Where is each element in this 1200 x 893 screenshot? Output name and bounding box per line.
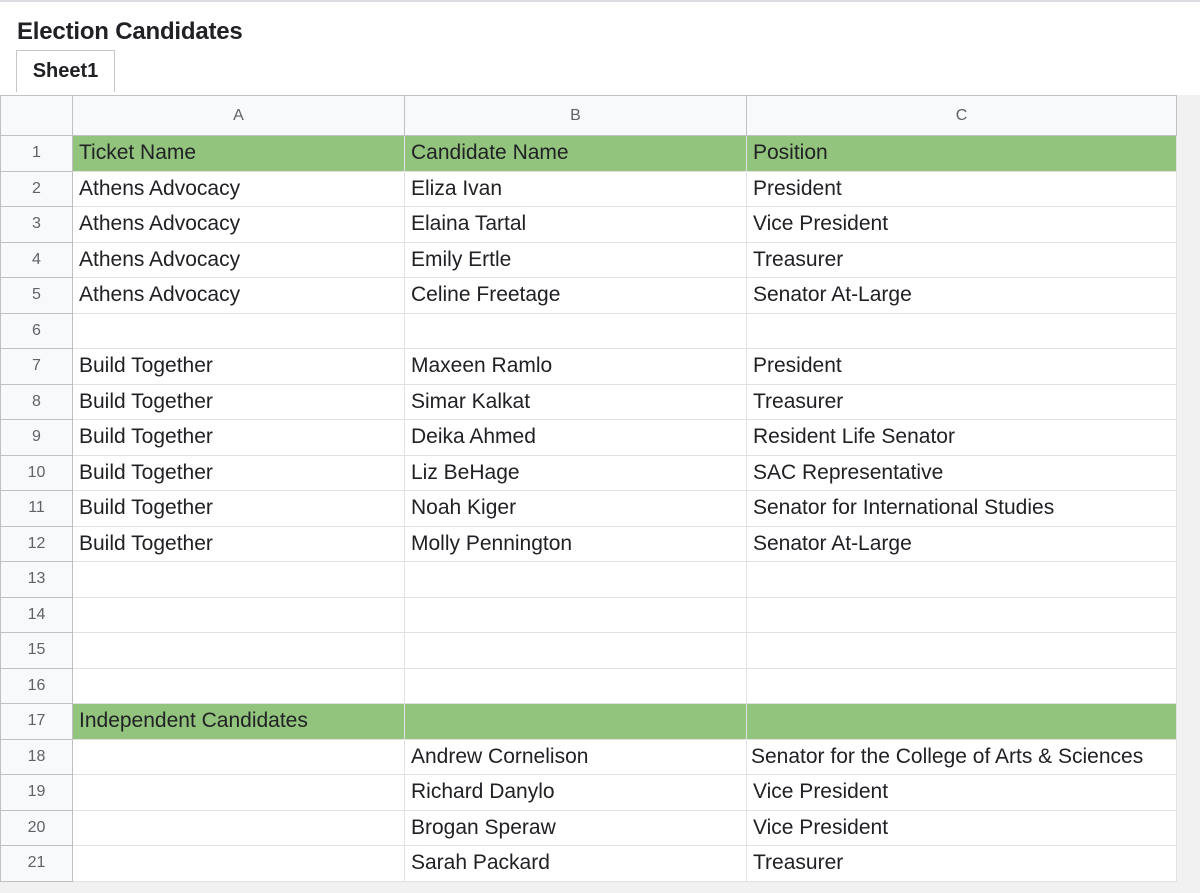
row-header[interactable]: 20 (1, 810, 73, 846)
row-header[interactable]: 15 (1, 633, 73, 669)
cell-b[interactable]: Maxeen Ramlo (405, 349, 747, 385)
cell-a[interactable]: Athens Advocacy (73, 278, 405, 314)
document-title: Election Candidates (17, 18, 243, 45)
cell-b[interactable]: Simar Kalkat (405, 384, 747, 420)
table-row (1, 455, 1177, 491)
cell-a[interactable] (73, 597, 405, 633)
cell-b[interactable]: Brogan Speraw (405, 810, 747, 846)
cell-c[interactable]: Senator At-Large (747, 526, 1177, 562)
column-header-b[interactable]: B (405, 96, 747, 136)
column-header-row (1, 96, 1177, 136)
cell-a[interactable]: Build Together (73, 455, 405, 491)
cell-a[interactable] (73, 846, 405, 882)
row-header[interactable]: 12 (1, 526, 73, 562)
cell-a[interactable]: Build Together (73, 526, 405, 562)
cell-b[interactable]: Eliza Ivan (405, 171, 747, 207)
cell-c[interactable] (747, 704, 1177, 740)
row-header[interactable]: 11 (1, 491, 73, 527)
row-header[interactable]: 9 (1, 420, 73, 456)
cell-a[interactable] (73, 633, 405, 669)
cell-c[interactable]: Senator for International Studies (747, 491, 1177, 527)
cell-b[interactable] (405, 633, 747, 669)
cell-b[interactable] (405, 313, 747, 349)
cell-a[interactable] (73, 562, 405, 598)
cell-b[interactable]: Liz BeHage (405, 455, 747, 491)
table-row (1, 668, 1177, 704)
row-header[interactable]: 13 (1, 562, 73, 598)
sheet-tab-bar (0, 46, 1200, 95)
cell-c[interactable]: President (747, 349, 1177, 385)
cell-b[interactable]: Elaina Tartal (405, 207, 747, 243)
cell-b[interactable]: Richard Danylo (405, 775, 747, 811)
table-row (1, 810, 1177, 846)
table-row (1, 278, 1177, 314)
cell-c[interactable]: Treasurer (747, 384, 1177, 420)
cell-c[interactable]: Senator At-Large (747, 278, 1177, 314)
cell-c[interactable] (747, 633, 1177, 669)
row-header[interactable]: 8 (1, 384, 73, 420)
table-row (1, 207, 1177, 243)
cell-c[interactable]: Vice President (747, 775, 1177, 811)
row-header[interactable]: 16 (1, 668, 73, 704)
cell-c[interactable]: Vice President (747, 207, 1177, 243)
cell-c[interactable]: Treasurer (747, 242, 1177, 278)
top-border (0, 0, 1200, 2)
cell-c[interactable] (747, 313, 1177, 349)
column-header-c[interactable]: C (747, 96, 1177, 136)
table-row (1, 349, 1177, 385)
cell-b[interactable]: Molly Pennington (405, 526, 747, 562)
row-header[interactable]: 7 (1, 349, 73, 385)
cell-a[interactable] (73, 668, 405, 704)
cell-b[interactable] (405, 704, 747, 740)
cell-a[interactable] (73, 775, 405, 811)
cell-a[interactable]: Ticket Name (73, 136, 405, 172)
cell-a[interactable]: Build Together (73, 349, 405, 385)
row-header[interactable]: 14 (1, 597, 73, 633)
cell-c[interactable] (747, 597, 1177, 633)
cell-c[interactable]: Vice President (747, 810, 1177, 846)
cell-a[interactable]: Build Together (73, 384, 405, 420)
cell-c[interactable]: SAC Representative (747, 455, 1177, 491)
table-row (1, 775, 1177, 811)
cell-c[interactable]: Resident Life Senator (747, 420, 1177, 456)
cell-a[interactable] (73, 739, 405, 775)
row-header[interactable]: 21 (1, 846, 73, 882)
column-header-a[interactable]: A (73, 96, 405, 136)
cell-c[interactable]: Treasurer (747, 846, 1177, 882)
cell-c[interactable] (747, 562, 1177, 598)
spreadsheet-grid-area (0, 95, 1200, 893)
table-row (1, 242, 1177, 278)
cell-b[interactable]: Candidate Name (405, 136, 747, 172)
cell-a[interactable]: Build Together (73, 491, 405, 527)
cell-b[interactable] (405, 562, 747, 598)
row-header[interactable]: 10 (1, 455, 73, 491)
row-header[interactable]: 18 (1, 739, 73, 775)
cell-a[interactable]: Build Together (73, 420, 405, 456)
table-row (1, 313, 1177, 349)
table-row (1, 420, 1177, 456)
table-row (1, 171, 1177, 207)
row-header[interactable]: 19 (1, 775, 73, 811)
table-row (1, 597, 1177, 633)
table-row (1, 136, 1177, 172)
table-row (1, 526, 1177, 562)
cell-a[interactable] (73, 313, 405, 349)
table-row (1, 633, 1177, 669)
cell-a[interactable] (73, 810, 405, 846)
cell-a[interactable]: Athens Advocacy (73, 207, 405, 243)
row-header[interactable]: 6 (1, 313, 73, 349)
table-row (1, 739, 1177, 775)
cell-b[interactable]: Sarah Packard (405, 846, 747, 882)
row-header[interactable]: 5 (1, 278, 73, 314)
row-header[interactable]: 2 (1, 171, 73, 207)
row-header[interactable]: 1 (1, 136, 73, 172)
row-header[interactable]: 17 (1, 704, 73, 740)
select-all-corner[interactable] (1, 96, 73, 136)
spreadsheet-grid (0, 95, 1177, 882)
table-row (1, 704, 1177, 740)
cell-b[interactable] (405, 668, 747, 704)
row-header[interactable]: 4 (1, 242, 73, 278)
row-header[interactable]: 3 (1, 207, 73, 243)
table-row (1, 562, 1177, 598)
cell-b[interactable] (405, 597, 747, 633)
cell-b[interactable]: Noah Kiger (405, 491, 747, 527)
cell-b[interactable]: Andrew Cornelison (405, 739, 747, 775)
cell-b[interactable]: Deika Ahmed (405, 420, 747, 456)
cell-a[interactable]: Athens Advocacy (73, 171, 405, 207)
tab-sheet1[interactable]: Sheet1 (16, 50, 115, 92)
cell-a[interactable]: Independent Candidates (73, 704, 405, 740)
table-row (1, 384, 1177, 420)
table-row (1, 491, 1177, 527)
cell-c[interactable] (747, 668, 1177, 704)
table-row (1, 846, 1177, 882)
cell-c[interactable]: President (747, 171, 1177, 207)
cell-c[interactable]: Senator for the College of Arts & Sciences (747, 739, 1177, 775)
grid-body (1, 136, 1177, 882)
cell-c[interactable]: Position (747, 136, 1177, 172)
cell-a[interactable]: Athens Advocacy (73, 242, 405, 278)
cell-b[interactable]: Celine Freetage (405, 278, 747, 314)
cell-b[interactable]: Emily Ertle (405, 242, 747, 278)
